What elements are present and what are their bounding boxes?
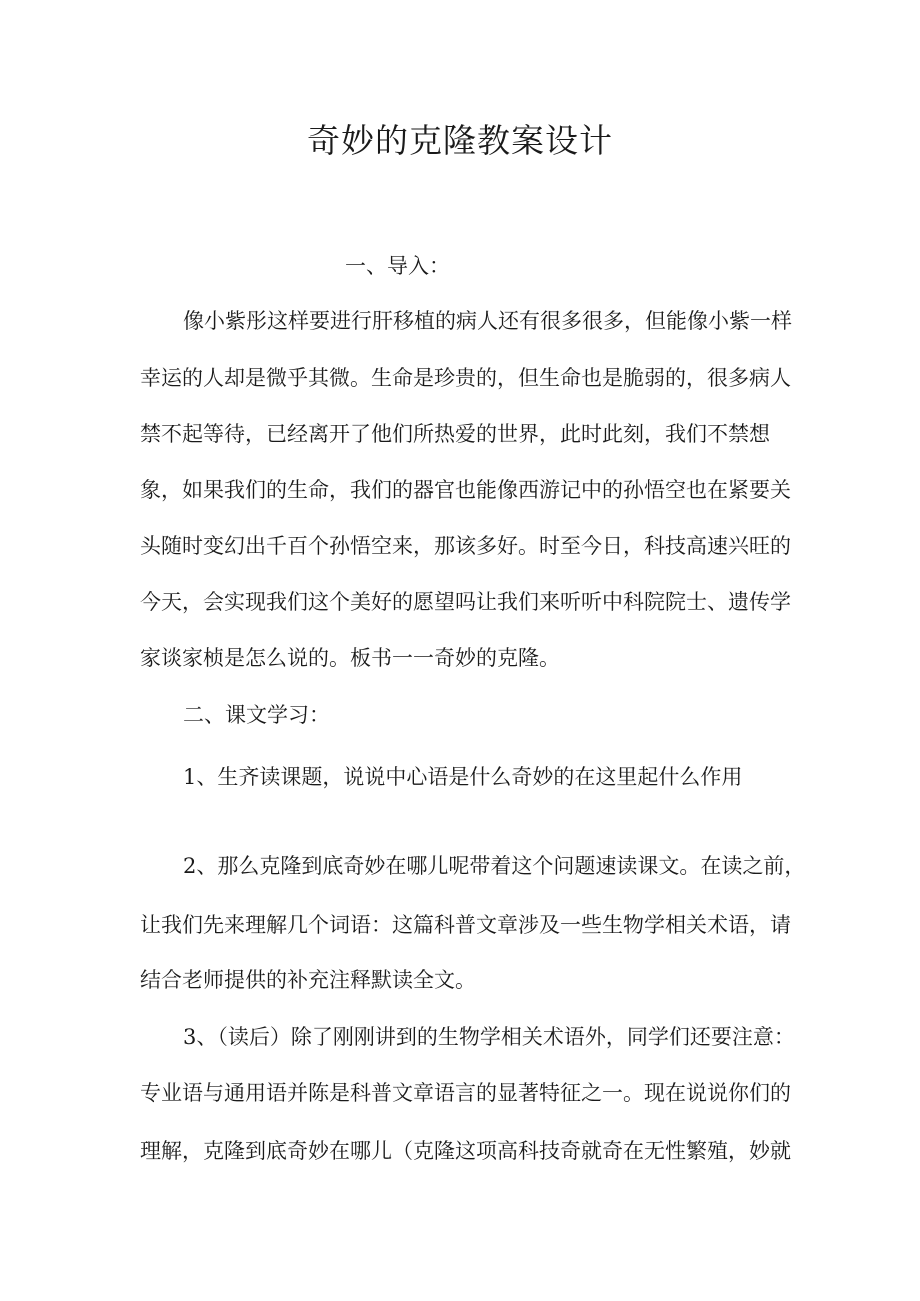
paragraph-line: 理解，克隆到底奇妙在哪儿（克隆这项高科技奇就奇在无性繁殖，妙就 xyxy=(140,1139,791,1163)
paragraph-line: 头随时变幻出千百个孙悟空来，那该多好。时至今日，科技高速兴旺的 xyxy=(140,534,791,558)
section-heading-intro: 一、导入： xyxy=(345,254,450,278)
paragraph-line: 2、那么克隆到底奇妙在哪儿呢带着这个问题速读课文。在读之前， xyxy=(183,854,806,878)
list-item: 1、生齐读课题，说说中心语是什么奇妙的在这里起什么作用 xyxy=(183,765,743,789)
paragraph-line: 家谈家桢是怎么说的。板书一一奇妙的克隆。 xyxy=(140,646,560,670)
paragraph-line: 幸运的人却是微乎其微。生命是珍贵的，但生命也是脆弱的，很多病人 xyxy=(140,366,791,390)
paragraph-line: 禁不起等待，已经离开了他们所热爱的世界，此时此刻，我们不禁想 xyxy=(140,422,770,446)
document-title: 奇妙的克隆教案设计 xyxy=(307,121,613,160)
paragraph-line: 今天，会实现我们这个美好的愿望吗让我们来听听中科院院士、遗传学 xyxy=(140,590,791,614)
paragraph-line: 结合老师提供的补充注释默读全文。 xyxy=(140,968,476,992)
paragraph-line: 像小紫彤这样要进行肝移植的病人还有很多很多，但能像小紫一样 xyxy=(183,309,792,333)
section-heading-lesson: 二、课文学习： xyxy=(183,703,330,727)
paragraph-line: 象，如果我们的生命，我们的器官也能像西游记中的孙悟空也在紧要关 xyxy=(140,478,791,502)
paragraph-line: 专业语与通用语并陈是科普文章语言的显著特征之一。现在说说你们的 xyxy=(140,1081,791,1105)
paragraph-line: 让我们先来理解几个词语：这篇科普文章涉及一些生物学相关术语，请 xyxy=(140,913,791,937)
paragraph-line: 3、（读后）除了刚刚讲到的生物学相关术语外，同学们还要注意： xyxy=(183,1025,795,1049)
